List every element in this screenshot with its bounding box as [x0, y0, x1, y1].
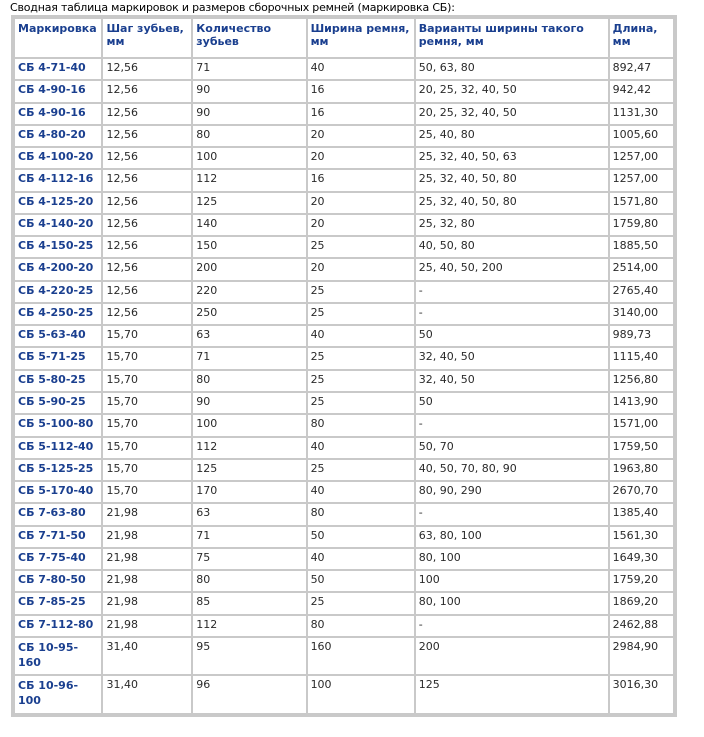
header-length: Длина, мм: [610, 19, 673, 57]
tooth-count-cell: 63: [193, 504, 305, 524]
marking-cell: СБ 4-125-20: [15, 193, 101, 213]
tooth-count-cell: 85: [193, 593, 305, 613]
width-variants-cell: -: [416, 415, 608, 435]
tooth-count-cell: 200: [193, 259, 305, 279]
tooth-count-cell: 100: [193, 148, 305, 168]
length-cell: 1413,90: [610, 393, 673, 413]
table-row: [15, 304, 673, 324]
table-row: [15, 59, 673, 79]
tooth-count-cell: 71: [193, 348, 305, 368]
belt-width-cell: 40: [308, 438, 414, 458]
marking-cell: СБ 7-71-50: [15, 527, 101, 547]
marking-cell: СБ 4-250-25: [15, 304, 101, 324]
belt-width-cell: 20: [308, 148, 414, 168]
tooth-pitch-cell: 12,56: [103, 259, 191, 279]
length-cell: 1131,30: [610, 104, 673, 124]
belt-width-cell: 25: [308, 460, 414, 480]
length-cell: 1561,30: [610, 527, 673, 547]
header-width-variants: Варианты ширины такого ремня, мм: [416, 19, 608, 57]
belt-width-cell: 25: [308, 282, 414, 302]
tooth-pitch-cell: 15,70: [103, 438, 191, 458]
tooth-count-cell: 90: [193, 393, 305, 413]
marking-cell: СБ 5-125-25: [15, 460, 101, 480]
width-variants-cell: 40, 50, 70, 80, 90: [416, 460, 608, 480]
tooth-pitch-cell: 21,98: [103, 616, 191, 636]
table-row: [15, 676, 673, 713]
tooth-pitch-cell: 12,56: [103, 193, 191, 213]
table-row: [15, 371, 673, 391]
length-cell: 1256,80: [610, 371, 673, 391]
width-variants-cell: 125: [416, 676, 608, 713]
table-row: [15, 549, 673, 569]
length-cell: 1869,20: [610, 593, 673, 613]
table-row: [15, 237, 673, 257]
table-row: [15, 616, 673, 636]
width-variants-cell: -: [416, 282, 608, 302]
tooth-pitch-cell: 31,40: [103, 676, 191, 713]
table-caption: Сводная таблица маркировок и размеров сборочных ремней (маркировка СБ):: [10, 1, 455, 14]
width-variants-cell: 80, 100: [416, 593, 608, 613]
table-row: [15, 504, 673, 524]
table-row: [15, 126, 673, 146]
marking-cell: СБ 5-90-25: [15, 393, 101, 413]
length-cell: 892,47: [610, 59, 673, 79]
marking-cell: СБ 5-71-25: [15, 348, 101, 368]
tooth-pitch-cell: 15,70: [103, 460, 191, 480]
width-variants-cell: 32, 40, 50: [416, 348, 608, 368]
width-variants-cell: 25, 40, 50, 200: [416, 259, 608, 279]
tooth-pitch-cell: 12,56: [103, 170, 191, 190]
width-variants-cell: 50: [416, 393, 608, 413]
tooth-count-cell: 125: [193, 193, 305, 213]
marking-cell: СБ 7-85-25: [15, 593, 101, 613]
marking-cell: СБ 4-90-16: [15, 81, 101, 101]
tooth-pitch-cell: 15,70: [103, 393, 191, 413]
tooth-pitch-cell: 21,98: [103, 504, 191, 524]
marking-cell: СБ 5-100-80: [15, 415, 101, 435]
table-row: [15, 415, 673, 435]
header-tooth-count: Количество зубьев: [193, 19, 305, 57]
width-variants-cell: -: [416, 304, 608, 324]
tooth-count-cell: 80: [193, 371, 305, 391]
tooth-count-cell: 71: [193, 59, 305, 79]
table-row: [15, 215, 673, 235]
length-cell: 2462,88: [610, 616, 673, 636]
marking-cell: СБ 4-90-16: [15, 104, 101, 124]
width-variants-cell: -: [416, 504, 608, 524]
belt-width-cell: 25: [308, 237, 414, 257]
tooth-count-cell: 140: [193, 215, 305, 235]
marking-cell: СБ 4-140-20: [15, 215, 101, 235]
tooth-pitch-cell: 15,70: [103, 371, 191, 391]
tooth-count-cell: 170: [193, 482, 305, 502]
marking-cell: СБ 10-96-100: [15, 676, 101, 713]
tooth-pitch-cell: 12,56: [103, 237, 191, 257]
tooth-pitch-cell: 12,56: [103, 148, 191, 168]
length-cell: 3016,30: [610, 676, 673, 713]
tooth-count-cell: 150: [193, 237, 305, 257]
tooth-count-cell: 125: [193, 460, 305, 480]
marking-cell: СБ 7-80-50: [15, 571, 101, 591]
tooth-pitch-cell: 12,56: [103, 104, 191, 124]
length-cell: 3140,00: [610, 304, 673, 324]
belt-width-cell: 50: [308, 571, 414, 591]
length-cell: 2765,40: [610, 282, 673, 302]
belt-width-cell: 25: [308, 348, 414, 368]
width-variants-cell: 40, 50, 80: [416, 237, 608, 257]
length-cell: 2984,90: [610, 638, 673, 674]
table-row: [15, 348, 673, 368]
length-cell: 1759,80: [610, 215, 673, 235]
marking-cell: СБ 7-75-40: [15, 549, 101, 569]
belt-markings-table: [13, 17, 675, 715]
tooth-count-cell: 95: [193, 638, 305, 674]
length-cell: 2670,70: [610, 482, 673, 502]
belt-width-cell: 25: [308, 371, 414, 391]
width-variants-cell: 25, 32, 40, 50, 80: [416, 193, 608, 213]
width-variants-cell: 200: [416, 638, 608, 674]
marking-cell: СБ 4-100-20: [15, 148, 101, 168]
tooth-count-cell: 63: [193, 326, 305, 346]
tooth-count-cell: 112: [193, 438, 305, 458]
belt-width-cell: 25: [308, 304, 414, 324]
width-variants-cell: 63, 80, 100: [416, 527, 608, 547]
tooth-count-cell: 100: [193, 415, 305, 435]
belt-width-cell: 80: [308, 616, 414, 636]
marking-cell: СБ 4-220-25: [15, 282, 101, 302]
tooth-pitch-cell: 31,40: [103, 638, 191, 674]
belt-width-cell: 40: [308, 482, 414, 502]
belt-table-container: [11, 15, 677, 717]
tooth-pitch-cell: 12,56: [103, 59, 191, 79]
tooth-count-cell: 80: [193, 126, 305, 146]
tooth-pitch-cell: 21,98: [103, 549, 191, 569]
width-variants-cell: 32, 40, 50: [416, 371, 608, 391]
marking-cell: СБ 5-170-40: [15, 482, 101, 502]
table-body: [15, 59, 673, 713]
table-row: [15, 282, 673, 302]
marking-cell: СБ 4-71-40: [15, 59, 101, 79]
belt-width-cell: 160: [308, 638, 414, 674]
length-cell: 1571,00: [610, 415, 673, 435]
length-cell: 1571,80: [610, 193, 673, 213]
length-cell: 1759,50: [610, 438, 673, 458]
marking-cell: СБ 5-112-40: [15, 438, 101, 458]
tooth-count-cell: 220: [193, 282, 305, 302]
belt-width-cell: 20: [308, 126, 414, 146]
width-variants-cell: 80, 100: [416, 549, 608, 569]
marking-cell: СБ 4-200-20: [15, 259, 101, 279]
width-variants-cell: 25, 32, 80: [416, 215, 608, 235]
tooth-count-cell: 90: [193, 104, 305, 124]
tooth-pitch-cell: 12,56: [103, 81, 191, 101]
table-row: [15, 593, 673, 613]
table-row: [15, 527, 673, 547]
header-marking: Маркировка: [15, 19, 101, 57]
table-row: [15, 193, 673, 213]
belt-width-cell: 20: [308, 215, 414, 235]
tooth-pitch-cell: 12,56: [103, 304, 191, 324]
width-variants-cell: 50, 63, 80: [416, 59, 608, 79]
width-variants-cell: 20, 25, 32, 40, 50: [416, 81, 608, 101]
marking-cell: СБ 7-63-80: [15, 504, 101, 524]
table-row: [15, 170, 673, 190]
header-tooth-pitch: Шаг зубьев, мм: [103, 19, 191, 57]
width-variants-cell: -: [416, 616, 608, 636]
table-row: [15, 460, 673, 480]
tooth-pitch-cell: 15,70: [103, 482, 191, 502]
tooth-pitch-cell: 21,98: [103, 527, 191, 547]
length-cell: 1005,60: [610, 126, 673, 146]
length-cell: 1257,00: [610, 148, 673, 168]
marking-cell: СБ 4-150-25: [15, 237, 101, 257]
tooth-count-cell: 112: [193, 616, 305, 636]
marking-cell: СБ 4-112-16: [15, 170, 101, 190]
tooth-count-cell: 71: [193, 527, 305, 547]
belt-width-cell: 16: [308, 170, 414, 190]
tooth-count-cell: 96: [193, 676, 305, 713]
tooth-pitch-cell: 15,70: [103, 326, 191, 346]
table-row: [15, 482, 673, 502]
belt-width-cell: 20: [308, 193, 414, 213]
belt-width-cell: 80: [308, 415, 414, 435]
tooth-pitch-cell: 21,98: [103, 593, 191, 613]
belt-width-cell: 50: [308, 527, 414, 547]
length-cell: 1385,40: [610, 504, 673, 524]
tooth-pitch-cell: 12,56: [103, 215, 191, 235]
length-cell: 1115,40: [610, 348, 673, 368]
width-variants-cell: 25, 40, 80: [416, 126, 608, 146]
belt-width-cell: 25: [308, 593, 414, 613]
table-row: [15, 259, 673, 279]
belt-width-cell: 20: [308, 259, 414, 279]
width-variants-cell: 20, 25, 32, 40, 50: [416, 104, 608, 124]
table-row: [15, 393, 673, 413]
marking-cell: СБ 4-80-20: [15, 126, 101, 146]
belt-width-cell: 40: [308, 326, 414, 346]
table-row: [15, 326, 673, 346]
width-variants-cell: 50, 70: [416, 438, 608, 458]
tooth-pitch-cell: 12,56: [103, 282, 191, 302]
table-row: [15, 104, 673, 124]
table-row: [15, 638, 673, 674]
belt-width-cell: 16: [308, 104, 414, 124]
marking-cell: СБ 10-95-160: [15, 638, 101, 674]
tooth-count-cell: 250: [193, 304, 305, 324]
belt-width-cell: 40: [308, 59, 414, 79]
belt-width-cell: 80: [308, 504, 414, 524]
header-belt-width: Ширина ремня, мм: [308, 19, 414, 57]
width-variants-cell: 100: [416, 571, 608, 591]
belt-width-cell: 16: [308, 81, 414, 101]
length-cell: 2514,00: [610, 259, 673, 279]
length-cell: 1963,80: [610, 460, 673, 480]
tooth-pitch-cell: 15,70: [103, 348, 191, 368]
tooth-count-cell: 90: [193, 81, 305, 101]
length-cell: 1649,30: [610, 549, 673, 569]
tooth-count-cell: 80: [193, 571, 305, 591]
tooth-pitch-cell: 21,98: [103, 571, 191, 591]
tooth-pitch-cell: 12,56: [103, 126, 191, 146]
header-row: [15, 19, 673, 57]
table-row: [15, 438, 673, 458]
belt-width-cell: 40: [308, 549, 414, 569]
belt-width-cell: 100: [308, 676, 414, 713]
tooth-count-cell: 112: [193, 170, 305, 190]
length-cell: 989,73: [610, 326, 673, 346]
tooth-count-cell: 75: [193, 549, 305, 569]
table-row: [15, 81, 673, 101]
length-cell: 1885,50: [610, 237, 673, 257]
width-variants-cell: 50: [416, 326, 608, 346]
belt-width-cell: 25: [308, 393, 414, 413]
width-variants-cell: 80, 90, 290: [416, 482, 608, 502]
width-variants-cell: 25, 32, 40, 50, 63: [416, 148, 608, 168]
width-variants-cell: 25, 32, 40, 50, 80: [416, 170, 608, 190]
tooth-pitch-cell: 15,70: [103, 415, 191, 435]
length-cell: 1759,20: [610, 571, 673, 591]
length-cell: 1257,00: [610, 170, 673, 190]
marking-cell: СБ 5-80-25: [15, 371, 101, 391]
table-row: [15, 571, 673, 591]
marking-cell: СБ 7-112-80: [15, 616, 101, 636]
length-cell: 942,42: [610, 81, 673, 101]
table-row: [15, 148, 673, 168]
marking-cell: СБ 5-63-40: [15, 326, 101, 346]
